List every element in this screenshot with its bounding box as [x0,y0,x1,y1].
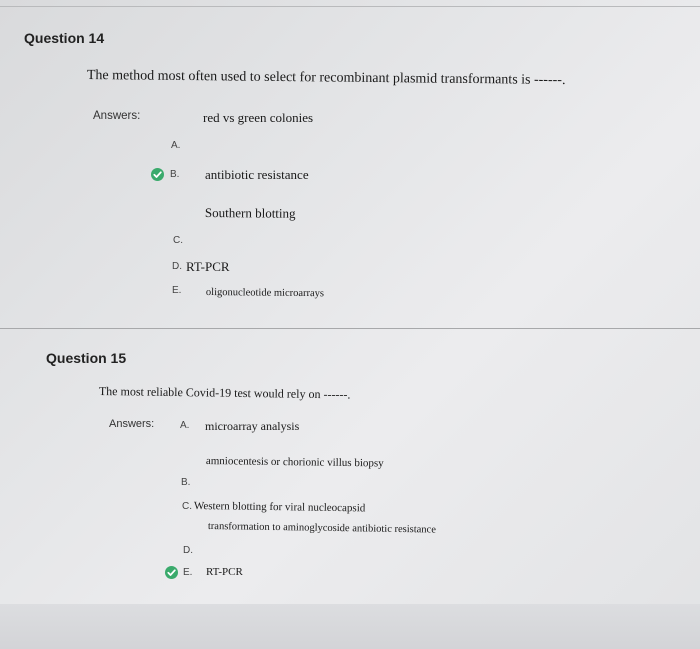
option-b-letter[interactable]: B. [170,169,180,180]
question-title: Question 15 [46,350,127,366]
question-title: Question 14 [24,30,105,46]
check-circle-icon [151,168,164,181]
option-e-letter[interactable]: E. [183,567,193,578]
option-e-letter[interactable]: E. [172,285,182,296]
option-c-letter[interactable]: C. [182,501,192,512]
option-c-text[interactable]: Southern blotting [204,205,296,221]
question-prompt: The most reliable Covid-19 test would rely on ------. [98,384,351,402]
option-d-text[interactable]: RT-PCR [186,259,230,274]
question-15-panel [0,328,700,605]
answers-label: Answers: [93,110,141,122]
option-c-text[interactable]: Western blotting for viral nucleocapsid [193,500,366,515]
option-d-letter[interactable]: D. [183,545,193,556]
page-footer-area [0,604,700,649]
option-b-text[interactable]: amniocentesis or chorionic villus biopsy [205,455,384,470]
check-circle-icon [165,566,178,579]
option-d-letter[interactable]: D. [172,261,182,272]
option-a-text[interactable]: red vs green colonies [203,110,314,125]
option-e-text[interactable]: oligonucleotide microarrays [205,287,325,300]
answers-label: Answers: [109,418,155,430]
question-14-panel [0,6,700,326]
option-b-text[interactable]: antibiotic resistance [205,167,309,182]
option-a-text[interactable]: microarray analysis [205,419,300,433]
option-d-text[interactable]: transformation to aminoglycoside antibiotic resistance [207,521,437,536]
option-c-letter[interactable]: C. [173,235,183,246]
option-b-letter[interactable]: B. [181,477,191,488]
option-e-text[interactable]: RT-PCR [206,566,243,578]
option-a-letter[interactable]: A. [180,420,190,431]
option-a-letter[interactable]: A. [171,140,181,151]
question-prompt: The method most often used to select for recombinant plasmid transformants is ------. [86,68,566,89]
